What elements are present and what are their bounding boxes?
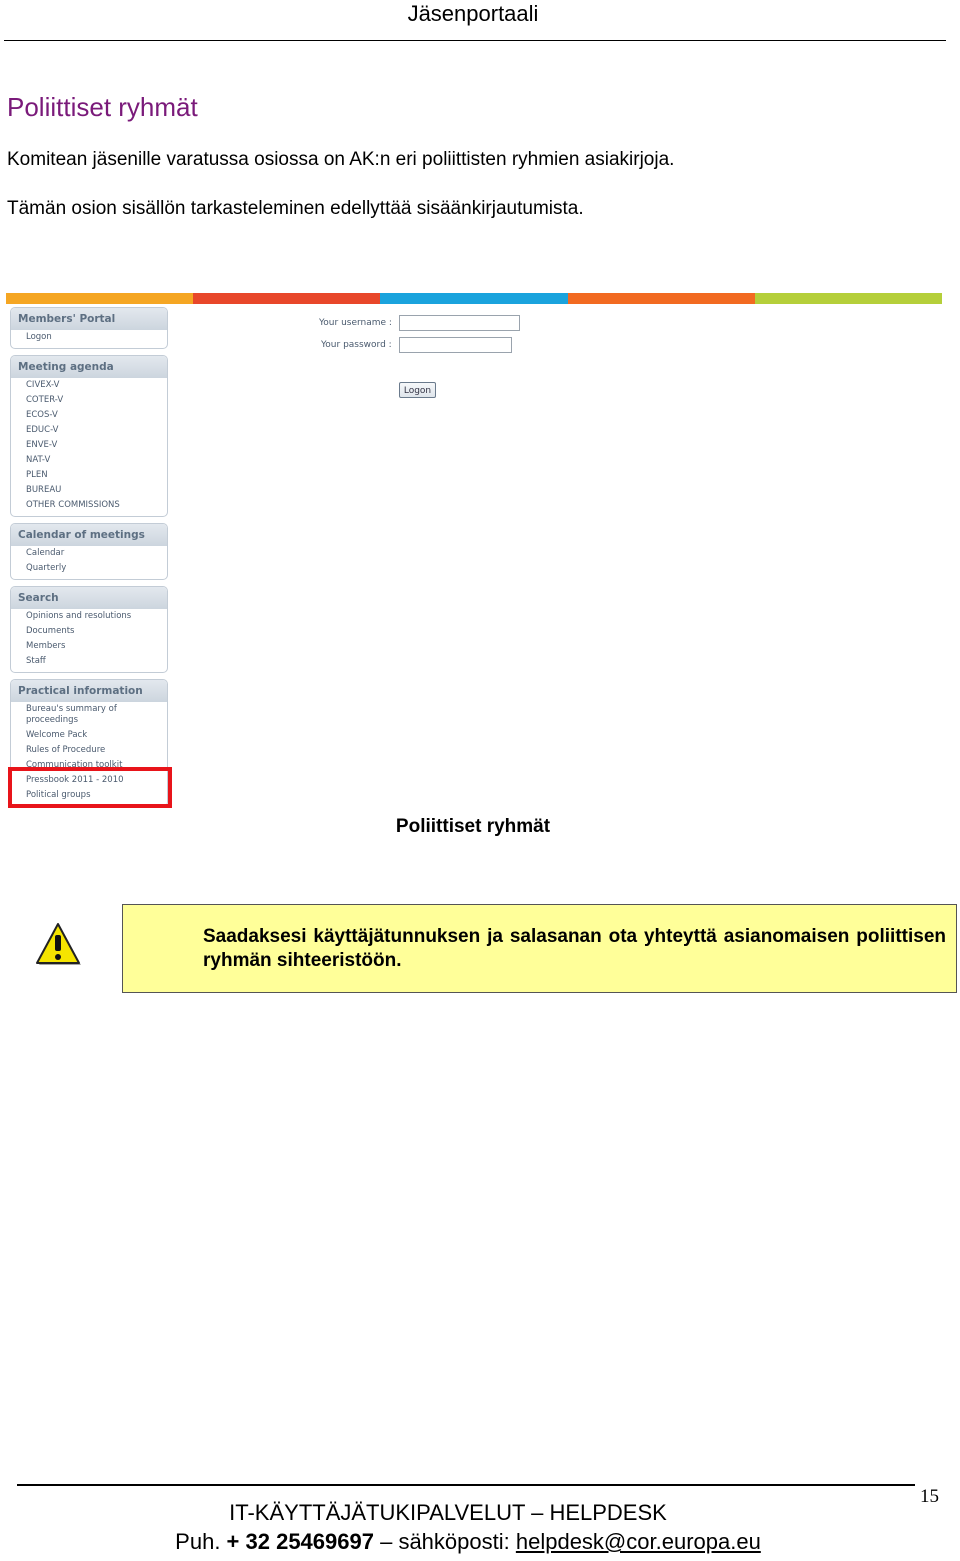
nav-item[interactable]: Documents <box>26 626 75 636</box>
nav-panel-heading: Practical information <box>11 680 167 702</box>
nav-item[interactable]: Quarterly <box>26 563 67 573</box>
phone-number: + 32 25469697 <box>226 1529 374 1554</box>
email-link[interactable]: helpdesk@cor.europa.eu <box>515 1529 761 1554</box>
nav-item[interactable]: Bureau's summary of proceedings <box>26 704 117 725</box>
note-box <box>122 904 957 993</box>
password-label: Your password : <box>321 340 392 350</box>
header-rule <box>4 40 946 41</box>
footer-contact <box>0 1529 936 1555</box>
nav-item[interactable]: Opinions and resolutions <box>26 611 132 621</box>
page-number: 15 <box>920 1486 939 1507</box>
intro-paragraph: Komitean jäsenille varatussa osiossa on AK:n eri poliittisten ryhmien asiakirjoja. <box>7 149 675 170</box>
figure-caption: Poliittiset ryhmät <box>395 816 551 837</box>
section-title: Poliittiset ryhmät <box>7 92 198 122</box>
nav-item[interactable]: Communication toolkit <box>26 760 123 770</box>
nav-item[interactable]: PLEN <box>26 470 48 480</box>
nav-item[interactable]: COTER-V <box>26 395 64 405</box>
nav-item[interactable]: Welcome Pack <box>26 730 88 740</box>
nav-item-logon[interactable]: Logon <box>26 332 52 342</box>
nav-panel-calendar <box>10 523 168 580</box>
nav-item[interactable]: Calendar <box>26 548 65 558</box>
footer-rule <box>17 1484 915 1486</box>
nav-item-political-groups[interactable]: Political groups <box>26 790 91 800</box>
nav-panel-members-portal <box>10 307 168 349</box>
political-groups-highlight-box <box>8 767 172 808</box>
color-bar <box>6 293 942 304</box>
nav-item[interactable]: EDUC-V <box>26 425 59 435</box>
color-bar-segment <box>568 293 755 304</box>
nav-item[interactable]: ECOS-V <box>26 410 58 420</box>
nav-panel-heading: Members' Portal <box>11 308 167 330</box>
nav-item[interactable]: OTHER COMMISSIONS <box>26 500 120 510</box>
password-input[interactable] <box>399 337 512 353</box>
color-bar-segment <box>6 293 193 304</box>
color-bar-segment <box>193 293 380 304</box>
nav-item[interactable]: NAT-V <box>26 455 51 465</box>
nav-item[interactable]: BUREAU <box>26 485 62 495</box>
warning-icon <box>34 920 82 968</box>
phone-prefix: Puh. <box>175 1529 227 1554</box>
username-input[interactable] <box>399 315 520 331</box>
portal-screenshot <box>6 293 942 808</box>
note-text: Saadaksesi käyttäjätunnuksen ja salasanan ota yhteyttä asianomaisen poliittisen ryhmän sihteeristöön. <box>203 926 946 971</box>
footer-helpdesk-title: IT-KÄYTTÄJÄTUKIPALVELUT – HELPDESK <box>229 1500 667 1525</box>
username-label: Your username : <box>319 318 392 328</box>
color-bar-segment <box>380 293 567 304</box>
portal-sidebar <box>10 307 168 813</box>
running-header: Jäsenportaali <box>407 1 539 26</box>
nav-panel-heading: Calendar of meetings <box>11 524 167 546</box>
nav-item[interactable]: Rules of Procedure <box>26 745 106 755</box>
color-bar-segment <box>755 293 942 304</box>
login-requirement-paragraph: Tämän osion sisällön tarkasteleminen edellyttää sisäänkirjautumista. <box>7 198 584 219</box>
nav-panel-meeting-agenda <box>10 355 168 517</box>
nav-item[interactable]: ENVE-V <box>26 440 58 450</box>
nav-panel-search <box>10 586 168 673</box>
nav-item[interactable]: Staff <box>26 656 46 666</box>
nav-item[interactable]: Members <box>26 641 66 651</box>
nav-item[interactable]: CIVEX-V <box>26 380 60 390</box>
email-prefix: – sähköposti: <box>373 1529 516 1554</box>
nav-panel-heading: Search <box>11 587 167 609</box>
nav-item[interactable]: Pressbook 2011 - 2010 <box>26 775 124 785</box>
nav-panel-heading: Meeting agenda <box>11 356 167 378</box>
logon-button[interactable]: Logon <box>399 382 436 398</box>
